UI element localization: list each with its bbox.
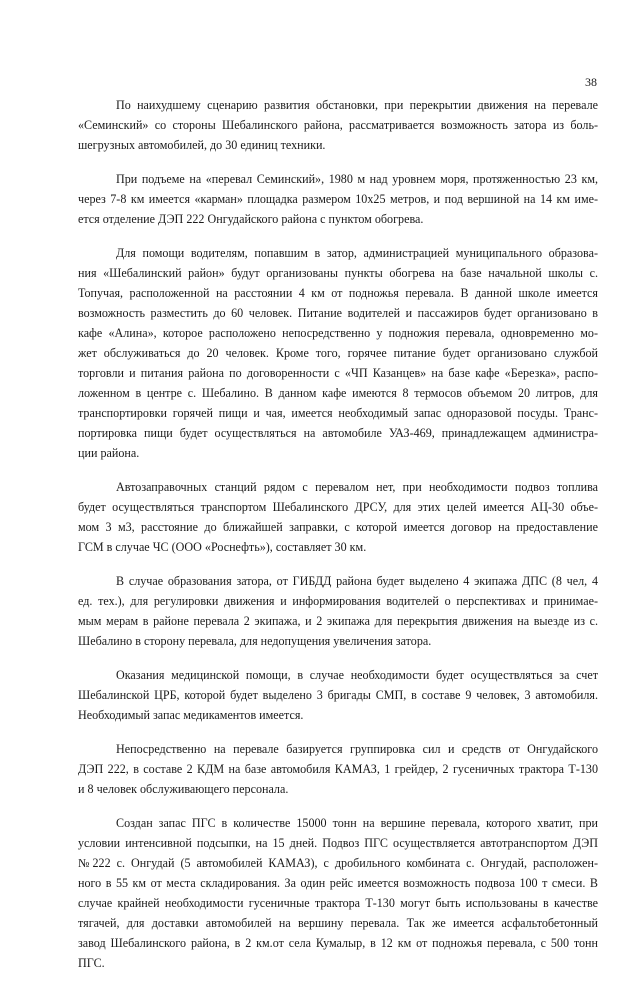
text-line: ГСМ в случае ЧС (ООО «Роснефть»), составляет 30 км.: [78, 540, 367, 554]
text-line: шегрузных автомобилей, до 30 единиц техники.: [78, 138, 326, 152]
text-line: ции района.: [78, 446, 140, 460]
text-line: Шебалинской ЦРБ, которой будет выделено 3 бригады СМП, в составе 9 человек, 3 автомобиля.: [78, 688, 598, 702]
text-line: мым мерам в районе перевала 2 экипажа, и 2 экипажа для перекрытия движения на выезде из с.: [78, 614, 598, 628]
text-line: и 8 человек обслуживающего персонала.: [78, 782, 289, 796]
text-line: торговли и питания района по договоренности с «ЧП Казанцев» на базе кафе «Березка», распо-: [78, 366, 598, 380]
text-line: «Семинский» со стороны Шебалинского района, рассматривается возможность затора из боль-: [78, 118, 598, 132]
page-number: 38: [585, 75, 597, 89]
text-line: Необходимый запас медикаментов имеется.: [78, 708, 304, 722]
paragraph: [78, 243, 598, 463]
text-line: По наихудшему сценарию развития обстановки, при перекрытии движения на перевале: [116, 98, 598, 112]
text-line: возможность разместить до 60 человек. Питание водителей и пассажиров будет организовано в: [78, 306, 598, 320]
paragraph: [78, 477, 598, 557]
text-line: Непосредственно на перевале базируется группировка сил и средств от Онгудайского: [116, 742, 598, 756]
text-line: портировка пищи будет осуществляться на автомобиле УАЗ-469, принадлежащем администра-: [78, 426, 598, 440]
document-body: [78, 95, 598, 987]
text-line: кафе «Алина», которое расположено непосредственно у подножия перевала, одновременно мо-: [78, 326, 598, 340]
text-line: Для помощи водителям, попавшим в затор, администрацией муниципального образова-: [116, 246, 598, 260]
text-line: Автозаправочных станций рядом с перевалом нет, при необходимости подвоз топлива: [116, 480, 598, 494]
text-line: мом 3 м3, расстояние до ближайшей заправки, с которой имеется договор на предоставление: [78, 520, 598, 534]
text-line: тягачей, для доставки автомобилей на вершину перевала. Так же имеется асфальтобетонный: [78, 916, 598, 930]
text-line: №222 с. Онгудай (5 автомобилей КАМАЗ), с дробильного комбината с. Онгудай, расположен-: [78, 856, 598, 870]
text-line: Создан запас ПГС в количестве 15000 тонн на вершине перевала, которого хватит, при: [116, 816, 598, 830]
paragraph: [78, 169, 598, 229]
paragraph: [78, 571, 598, 651]
paragraph: [78, 95, 598, 155]
text-line: случае крайней необходимости гусеничные трактора Т-130 могут быть использованы в качестве: [78, 896, 598, 910]
text-line: ется отделение ДЭП 222 Онгудайского района с пунктом обогрева.: [78, 212, 424, 226]
text-line: ного в 55 км от места складирования. За один рейс имеется возможность подвоза 100 т смеси. В: [78, 876, 598, 890]
text-line: ед. тех.), для регулировки движения и информирования водителей о перспективах и принимае-: [78, 594, 598, 608]
text-line: При подъеме на «перевал Семинский», 1980 м над уровнем моря, протяженностью 23 км,: [116, 172, 598, 186]
paragraph: [78, 739, 598, 799]
text-line: ложенном в центре с. Шебалино. В данном кафе имеются 8 термосов объемом 20 литров, для: [78, 386, 598, 400]
text-line: будет осуществляться транспортом Шебалинского ДРСУ, для этих целей имеется АЦ-30 объе-: [78, 500, 598, 514]
text-line: Оказания медицинской помощи, в случае необходимости будет осуществляться за счет: [116, 668, 598, 682]
text-line: Топучая, расположенной на расстоянии 4 км от подножья перевала. В данной школе имеется: [78, 286, 598, 300]
text-line: ДЭП 222, в составе 2 КДМ на базе автомобиля КАМАЗ, 1 грейдер, 2 гусеничных трактора Т-130: [78, 762, 598, 776]
text-line: жет обслуживаться до 20 человек. Кроме того, горячее питание будет организовано службой: [78, 346, 598, 360]
text-line: транспортировки горячей пищи и чая, имеется необходимый запас одноразовой посуды. Транс-: [78, 406, 598, 420]
paragraph: [78, 813, 598, 973]
text-line: ПГС.: [78, 956, 105, 970]
text-line: условии интенсивной подсыпки, на 15 дней. Подвоз ПГС осуществляется автотранспортом ДЭП: [78, 836, 598, 850]
paragraph: [78, 665, 598, 725]
text-line: В случае образования затора, от ГИБДД района будет выделено 4 экипажа ДПС (8 чел, 4: [116, 574, 598, 588]
text-line: ния «Шебалинский район» будут организованы пункты обогрева на базе начальной школы с.: [78, 266, 598, 280]
text-line: Шебалино в сторону перевала, для недопущения увеличения затора.: [78, 634, 432, 648]
text-line: через 7-8 км имеется «карман» площадка размером 10х25 метров, и под вершиной на 14 км име-: [78, 192, 598, 206]
text-line: завод Шебалинского района, в 2 км.от села Кумалыр, в 12 км от подножья перевала, с 500 тонн: [78, 936, 598, 950]
